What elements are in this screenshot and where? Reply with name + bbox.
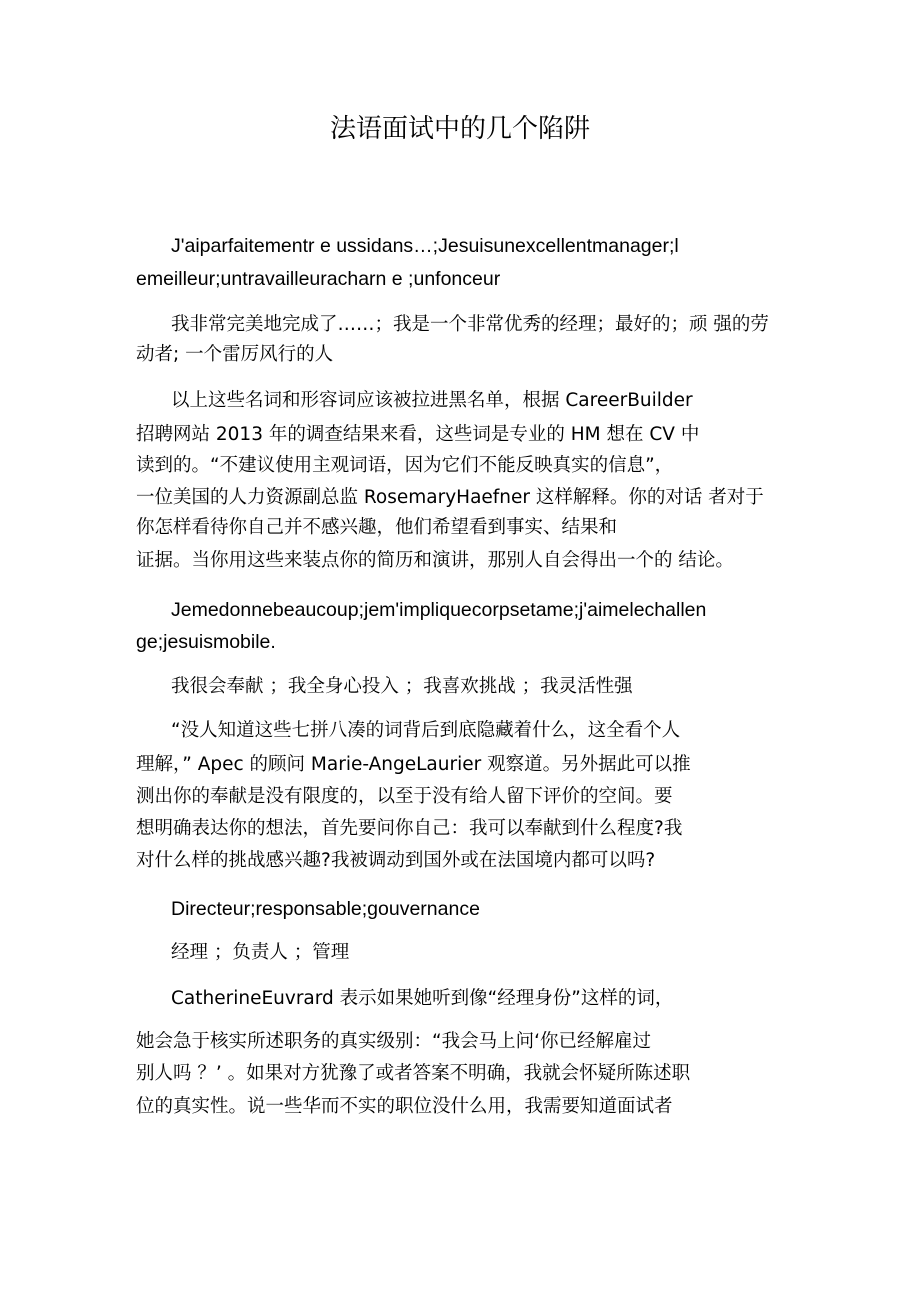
paragraph-2-line-2: 动者; 一个雷厉风行的人: [136, 344, 334, 365]
paragraph-6-line-3: 测出你的奉献是没有限度的，以至于没有给人留下评价的空间。要: [136, 786, 673, 807]
page-title: 法语面试中的几个陷阱: [329, 114, 590, 144]
paragraph-9-line-3: 别人吗 ？’ 。如果对方犹豫了或者答案不明确，我就会怀疑所陈述职: [136, 1063, 691, 1084]
paragraph-6-line-1: “没人知道这些七拼八凑的词背后到底隐藏着什么，这全看个人: [171, 720, 681, 741]
paragraph-5-line-1: 我很会奉献 ；我全身心投入 ；我喜欢挑战 ；我灵活性强: [171, 676, 633, 697]
paragraph-7-line-1: Directeur;responsable;gouvernance: [171, 898, 480, 920]
paragraph-8-line-1: 经理 ；负责人 ；管理: [171, 942, 350, 963]
paragraph-3-line-6: 证据。当你用这些来装点你的简历和演讲，那别人自会得出一个的 结论。: [136, 550, 734, 571]
paragraph-3-line-3: 读到的。“不建议使用主观词语，因为它们不能反映真实的信息”，: [136, 455, 674, 476]
paragraph-9-line-1: CatherineEuvrard 表示如果她听到像“经理身份”这样的词，: [171, 988, 674, 1009]
paragraph-3-line-4: 一位美国的人力资源副总监 RosemaryHaefner 这样解释。你的对话 者对于: [136, 487, 764, 508]
paragraph-9-line-2: 她会急于核实所述职务的真实级别：“我会马上问‘你已经解雇过: [136, 1031, 651, 1052]
paragraph-1-line-1: J'aiparfaitementr e ussidans…;Jesuisunexcellentmanager;l: [171, 235, 679, 257]
paragraph-9-line-4: 位的真实性。说一些华而不实的职位没什么用，我需要知道面试者: [136, 1096, 673, 1117]
paragraph-4-line-2: ge;jesuismobile.: [136, 631, 276, 653]
paragraph-2-line-1: 我非常完美地完成了……；我是一个非常优秀的经理；最好的；顽 强的劳: [171, 314, 769, 335]
paragraph-6-line-4: 想明确表达你的想法，首先要问你自己：我可以奉献到什么程度?我: [136, 818, 683, 839]
paragraph-3-line-2: 招聘网站 2013 年的调查结果来看，这些词是专业的 HM 想在 CV 中: [136, 424, 700, 445]
paragraph-6-line-5: 对什么样的挑战感兴趣?我被调动到国外或在法国境内都可以吗?: [136, 850, 656, 871]
paragraph-3-line-5: 你怎样看待你自己并不感兴趣，他们希望看到事实、结果和: [136, 517, 618, 538]
paragraph-3-line-1: 以上这些名词和形容词应该被拉进黑名单，根据 CareerBuilder: [171, 390, 693, 411]
paragraph-1-line-2: emeilleur;untravailleuracharn e ;unfonceur: [136, 268, 501, 290]
paragraph-6-line-2: 理解，” Apec 的顾问 Marie-AngeLaurier 观察道。另外据此可以推: [136, 754, 691, 775]
paragraph-4-line-1: Jemedonnebeaucoup;jem'impliquecorpsetame;j'aimelechallen: [171, 599, 707, 621]
